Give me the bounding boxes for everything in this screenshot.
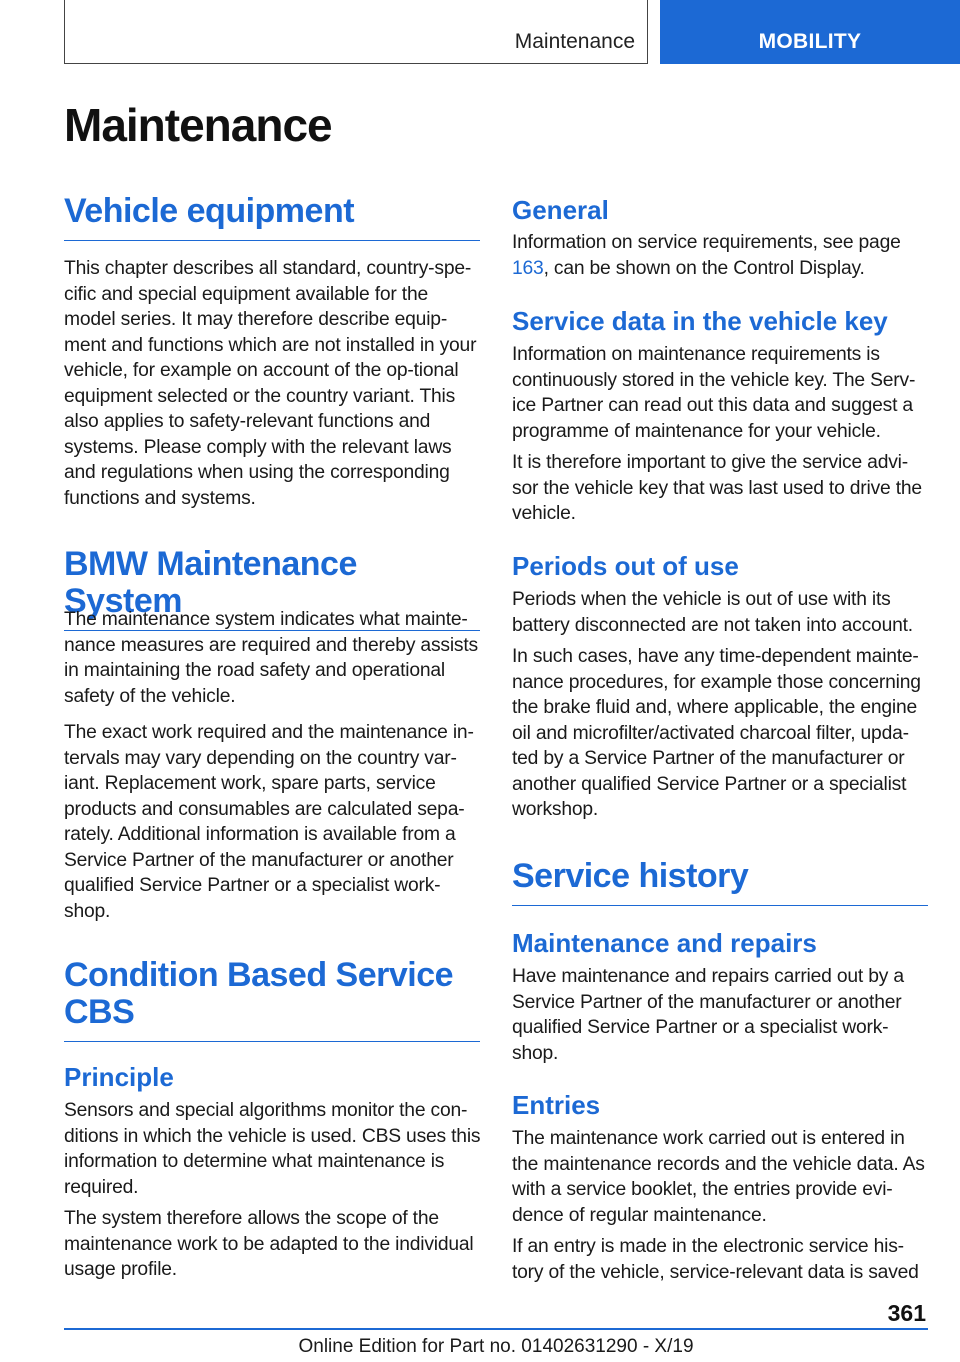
heading-service-data-vehicle-key: Service data in the vehicle key: [512, 306, 888, 336]
paragraph-maintenance-system-2: The exact work required and the maintenance in-tervals may vary depending on the country var-iant. Replacement work, spare parts, service products and consumables are calculated sepa-rately. Additional information is available from a Service Partner of the manufacturer or another qualified Service Partner or a specialist work-shop.: [64, 722, 474, 922]
heading-principle: Principle: [64, 1062, 174, 1092]
page-title: Maintenance: [64, 99, 332, 151]
paragraph-entries-1: The maintenance work carried out is entered in the maintenance records and the vehicle data. As with a service booklet, the entries provide evi-dence of regular maintenance.: [512, 1128, 925, 1226]
heading-entries: Entries: [512, 1090, 601, 1120]
paragraph-periods-2: In such cases, have any time-dependent mainte-nance procedures, for example those concerning the brake fluid and, where applicable, the engine oil and microfilter/activated charcoal filter, upda-ted by a Service Partner of the manufacturer or another qualified Service Partner or a specialist workshop.: [512, 646, 921, 820]
paragraph-service-data-1: Information on maintenance requirements is continuously stored in the vehicle key. The Serv-ice Partner can read out this data and suggest a programme of maintenance for your vehicle.: [512, 344, 916, 442]
general-text-after: , can be shown on the Control Display.: [543, 257, 865, 279]
page-link-163[interactable]: 163: [512, 257, 544, 279]
footer-edition-text: Online Edition for Part no. 01402631290 - X/19: [298, 1336, 694, 1357]
header-section-title: Maintenance: [514, 30, 635, 53]
chapter-tab-mobility[interactable]: [660, 0, 960, 64]
paragraph-vehicle-equipment: This chapter describes all standard, country-spe-cific and special equipment available for the model series. It may therefore describe equip-ment and functions which are not installed in your vehicle, for example on account of the op-tional equipment selected or the country variant. This also applies to safety-relevant functions and systems. Please comply with the relevant laws and regulations when using the corresponding functions and systems.: [64, 258, 477, 509]
paragraph-entries-2: If an entry is made in the electronic service his-tory of the vehicle, service-relevant data is saved: [512, 1236, 919, 1283]
heading-condition-based-service: Condition Based Service CBS: [64, 957, 480, 1042]
chapter-tab-label: MOBILITY: [758, 30, 862, 53]
paragraph-maintenance-repairs: Have maintenance and repairs carried out by a Service Partner of the manufacturer or another qualified Service Partner or a specialist work-shop.: [512, 966, 904, 1064]
paragraph-principle-2: The system therefore allows the scope of the maintenance work to be adapted to the individual usage profile.: [64, 1208, 474, 1280]
paragraph-principle-1: Sensors and special algorithms monitor the con-ditions in which the vehicle is used. CBS uses this information to determine what maintenance is required.: [64, 1100, 481, 1198]
general-text-before: Information on service requirements, see page: [512, 232, 901, 253]
heading-service-history: Service history: [512, 858, 928, 906]
heading-bmw-maintenance-system: BMW Maintenance System: [64, 546, 480, 631]
heading-vehicle-equipment: Vehicle equipment: [64, 193, 480, 241]
paragraph-maintenance-system-1: The maintenance system indicates what mainte-nance measures are required and thereby assists in maintaining the road safety and operational safety of the vehicle.: [64, 609, 478, 707]
paragraph-service-data-2: It is therefore important to give the service advi-sor the vehicle key that was last used to drive the vehicle.: [512, 452, 922, 524]
paragraph-general: [512, 230, 930, 281]
footer-divider: [64, 1328, 928, 1330]
heading-general: General: [512, 195, 609, 225]
heading-maintenance-and-repairs: Maintenance and repairs: [512, 928, 817, 958]
paragraph-periods-1: Periods when the vehicle is out of use with its battery disconnected are not taken into account.: [512, 589, 913, 636]
page-number: 361: [887, 1300, 926, 1326]
heading-periods-out-of-use: Periods out of use: [512, 551, 739, 581]
